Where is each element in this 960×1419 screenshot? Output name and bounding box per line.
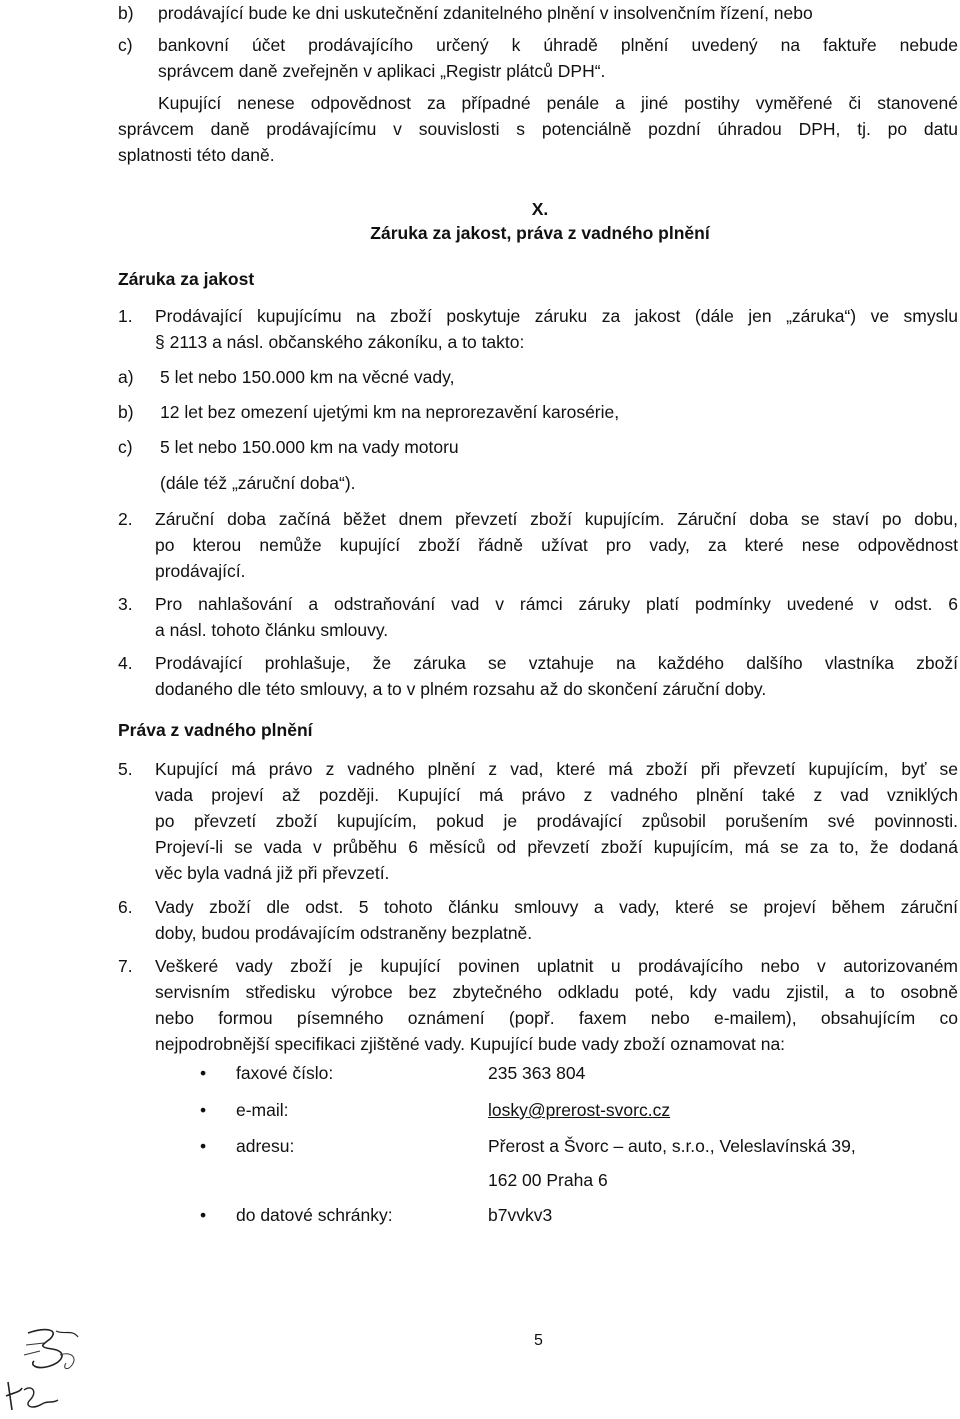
databox-value: b7vvkv3 xyxy=(488,1205,553,1225)
item4-line1: Prodávající prohlašuje, že záruka se vztahuje na každého dalšího vlastníka zboží xyxy=(155,653,958,673)
bullet: • xyxy=(200,1063,207,1083)
address-line1: Přerost a Švorc – auto, s.r.o., Veleslavínská 39, xyxy=(488,1136,856,1156)
handwritten-signature xyxy=(2,1378,62,1416)
item-number: 5. xyxy=(118,759,133,779)
article-title: Záruka za jakost, práva z vadného plnění xyxy=(370,223,710,243)
item-number: 6. xyxy=(118,897,133,917)
item6-line2: doby, budou prodávajícím odstraněny bezplatně. xyxy=(155,923,533,943)
item4-line2: dodaného dle této smlouvy, a to v plném rozsahu až do skončení záruční doby. xyxy=(155,679,767,699)
sub-b-text: 12 let bez omezení ujetými km na neprorezavění karosérie, xyxy=(160,402,620,422)
item5-line3: po převzetí zboží kupujícím, pokud je prodávající způsobil porušením své povinnosti. xyxy=(155,811,958,831)
item-number: 2. xyxy=(118,509,133,529)
liability-paragraph-line1: Kupující nenese odpovědnost za případné penále a jiné postihy vyměřené či stanovené xyxy=(158,93,958,113)
clause-b-text: prodávající bude ke dni uskutečnění zdanitelného plnění v insolvenčním řízení, nebo xyxy=(158,3,813,23)
fax-value: 235 363 804 xyxy=(488,1063,586,1083)
item-number: 7. xyxy=(118,956,133,976)
page-number: 5 xyxy=(534,1332,543,1349)
item2-line2: po kterou nemůže kupující zboží řádně užívat pro vady, za které nese odpovědnost xyxy=(155,535,958,555)
sub-c-text: 5 let nebo 150.000 km na vady motoru xyxy=(160,437,459,457)
item6-line1: Vady zboží dle odst. 5 tohoto článku smlouvy a vady, které se projeví během záruční xyxy=(155,897,958,917)
email-label: e-mail: xyxy=(236,1100,289,1120)
item3-line1: Pro nahlašování a odstraňování vad v rámci záruky platí podmínky uvedené v odst. 6 xyxy=(155,594,958,614)
item5-line4: Projeví-li se vada v průběhu 6 měsíců od převzetí zboží kupujícím, má se za to, že dodaná xyxy=(155,837,958,857)
sub-a-text: 5 let nebo 150.000 km na věcné vady, xyxy=(160,367,455,387)
item2-line1: Záruční doba začíná běžet dnem převzetí zboží kupujícím. Záruční doba se staví po dobu, xyxy=(155,509,958,529)
liability-paragraph-line3: splatnosti této daně. xyxy=(118,145,275,165)
handwritten-initials xyxy=(20,1325,90,1380)
article-number: X. xyxy=(531,199,549,219)
sub-marker-a: a) xyxy=(118,367,134,387)
section-heading-warranty: Záruka za jakost xyxy=(118,269,255,289)
item1-line1: Prodávající kupujícímu na zboží poskytuje záruku za jakost (dále jen „záruka“) ve smyslu xyxy=(155,306,958,326)
liability-paragraph-line2: správcem daně prodávajícímu v souvislosti s potenciálně pozdní úhradou DPH, tj. po datu xyxy=(118,119,958,139)
item2-line3: prodávající. xyxy=(155,561,246,581)
warranty-period-note: (dále též „záruční doba“). xyxy=(160,473,356,493)
sub-marker-c: c) xyxy=(118,437,133,457)
clause-c-text-line1: bankovní účet prodávajícího určený k úhradě plnění uvedený na faktuře nebude xyxy=(158,35,958,55)
item-number: 3. xyxy=(118,594,133,614)
item-number: 4. xyxy=(118,653,133,673)
item7-line4: nejpodrobnější specifikaci zjištěné vady. Kupující bude vady zboží oznamovat na: xyxy=(155,1034,786,1054)
item5-line1: Kupující má právo z vadného plnění z vad, které má zboží při převzetí kupujícím, byť se xyxy=(155,759,958,779)
address-line2: 162 00 Praha 6 xyxy=(488,1170,608,1190)
clause-c-text-line2: správcem daně zveřejněn v aplikaci „Registr plátců DPH“. xyxy=(158,61,606,81)
bullet: • xyxy=(200,1100,207,1120)
item7-line3: nebo formou písemného oznámení (popř. faxem nebo e-mailem), obsahujícím co xyxy=(155,1008,958,1028)
email-link[interactable]: losky@prerost-svorc.cz xyxy=(488,1100,671,1120)
item5-line5: věc byla vadná již při převzetí. xyxy=(155,863,390,883)
item5-line2: vada projeví až později. Kupující má právo z vadného plnění také z vad vzniklých xyxy=(155,785,958,805)
section-heading-defects: Práva z vadného plnění xyxy=(118,720,313,740)
fax-label: faxové číslo: xyxy=(236,1063,334,1083)
item-number: 1. xyxy=(118,306,133,326)
item3-line2: a násl. tohoto článku smlouvy. xyxy=(155,620,389,640)
list-marker-b: b) xyxy=(118,3,134,23)
bullet: • xyxy=(200,1205,207,1225)
item1-line2: § 2113 a násl. občanského zákoníku, a to takto: xyxy=(155,332,525,352)
address-label: adresu: xyxy=(236,1136,295,1156)
item7-line2: servisním středisku výrobce bez zbytečného odkladu poté, kdy vadu zjistil, a to osobně xyxy=(155,982,958,1002)
item7-line1: Veškeré vady zboží je kupující povinen uplatnit u prodávajícího nebo v autorizovaném xyxy=(155,956,958,976)
bullet: • xyxy=(200,1136,207,1156)
list-marker-c: c) xyxy=(118,35,133,55)
databox-label: do datové schránky: xyxy=(236,1205,393,1225)
sub-marker-b: b) xyxy=(118,402,134,422)
